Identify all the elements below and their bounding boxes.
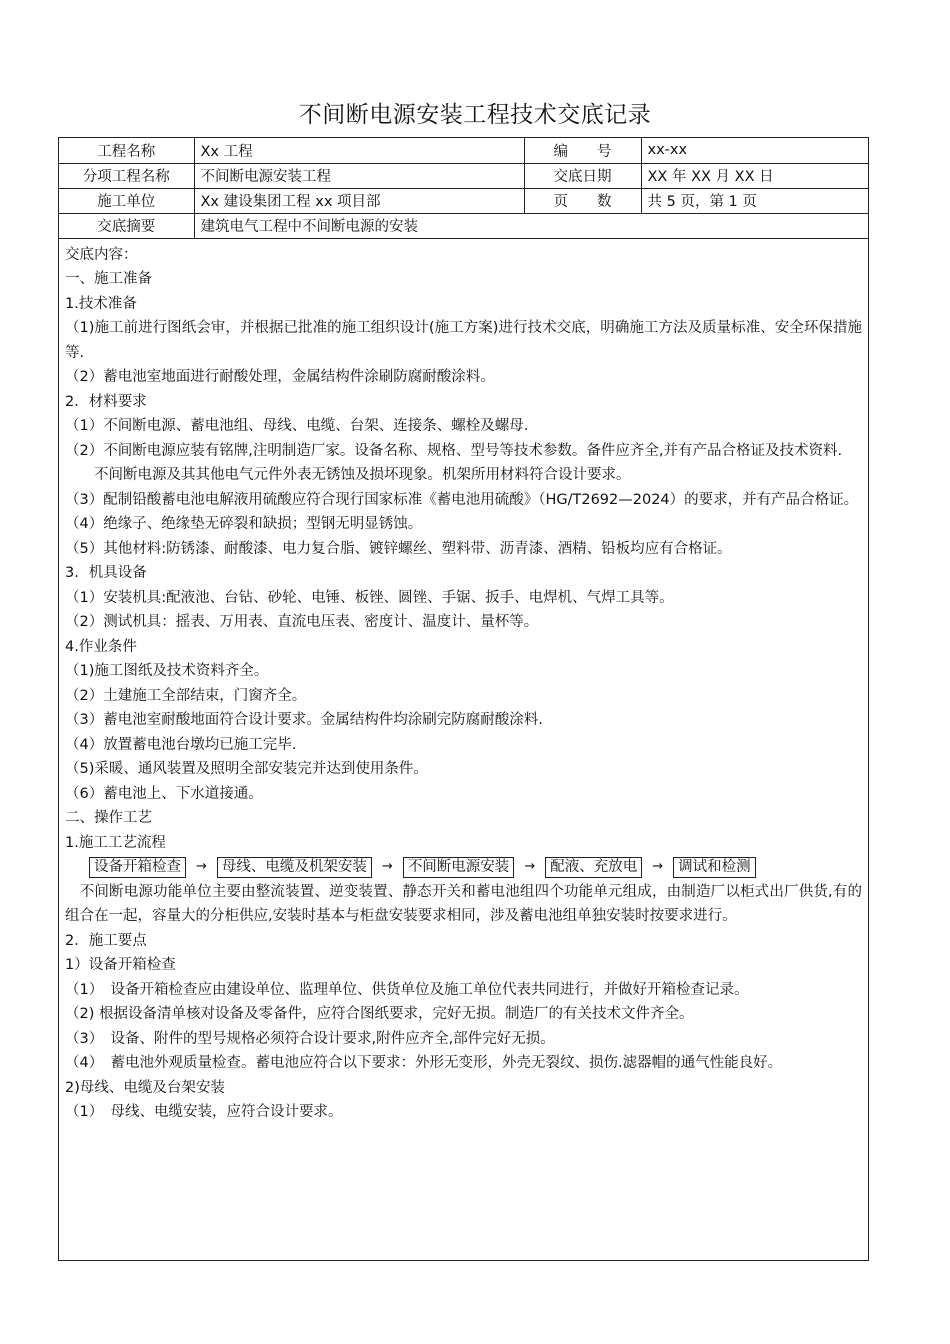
subsection-heading: 1.施工工艺流程 <box>65 834 166 851</box>
project-name-value: Xx 工程 <box>194 138 524 163</box>
content-line: （2）测试机具：摇表、万用表、直流电压表、密度计、温度计、量杯等。 <box>65 614 539 630</box>
handover-date-label: 交底日期 <box>524 163 641 188</box>
content-line: （1）安装机具:配液池、台钻、砂轮、电锤、板锉、圆锉、手锯、扳手、电焊机、气焊工具等。 <box>65 589 674 606</box>
page-count-value: 共 5 页，第 1 页 <box>641 188 868 213</box>
content-line: 不间断电源及其其他电气元件外表无锈蚀及损坏现象。机架所用材料符合设计要求。 <box>65 467 631 483</box>
content-line: （4）放置蓄电池台墩均已施工完毕. <box>65 736 297 753</box>
subsection-heading: 1）设备开箱检查 <box>65 957 176 973</box>
arrow-right-icon: → <box>381 859 393 874</box>
content-line: （1） 设备开箱检查应由建设单位、监理单位、供货单位及施工单位代表共同进行，并做好开箱检查记录。 <box>65 981 749 998</box>
handover-date-value: XX 年 XX 月 XX 日 <box>641 163 868 188</box>
content-line: （5)采暖、通风装置及照明全部安装完并达到使用条件。 <box>65 761 428 777</box>
arrow-right-icon: → <box>196 859 207 874</box>
subsection-heading: 2)母线、电缆及台架安装 <box>65 1079 225 1096</box>
header-row-project <box>59 138 868 163</box>
subsection-heading: 4.作业条件 <box>65 638 137 655</box>
flow-step: 调试和检测 <box>673 857 756 878</box>
content-line: （3）配制铅酸蓄电池电解液用硫酸应符合现行国家标准《蓄电池用硫酸》（HG/T2692—2024）的要求，并有产品合格证。 <box>65 491 859 508</box>
summary-value: 建筑电气工程中不间断电源的安装 <box>194 213 868 238</box>
record-form <box>58 137 869 1261</box>
content-line: （3）蓄电池室耐酸地面符合设计要求。金属结构件均涂刷完防腐耐酸涂料. <box>65 712 543 728</box>
arrow-right-icon: → <box>652 859 664 874</box>
section-heading: 一、施工准备 <box>65 271 152 287</box>
document-title: 不间断电源安装工程技术交底记录 <box>298 102 652 128</box>
summary-label: 交底摘要 <box>59 213 194 238</box>
page-count-label: 页 数 <box>524 188 641 213</box>
content-line: （6）蓄电池上、下水道接通。 <box>65 785 263 802</box>
subsection-heading: 2．材料要求 <box>65 393 147 410</box>
content-line: （2）蓄电池室地面进行耐酸处理，金属结构件涂刷防腐耐酸涂料。 <box>65 369 495 385</box>
serial-number-label: 编 号 <box>524 138 641 163</box>
subsection-heading: 3．机具设备 <box>65 565 147 581</box>
arrow-right-icon: → <box>524 859 536 874</box>
content-line: （3） 设备、附件的型号规格必须符合设计要求,附件应齐全,部件完好无损。 <box>65 1030 555 1047</box>
content-line: （2）土建施工全部结束，门窗齐全。 <box>65 687 307 704</box>
flow-step: 设备开箱检查 <box>89 857 186 878</box>
header-row-summary <box>59 213 868 238</box>
contractor-label: 施工单位 <box>59 188 194 213</box>
subproject-name-label: 分项工程名称 <box>59 163 194 188</box>
subsection-heading: 2．施工要点 <box>65 932 147 949</box>
content-body <box>59 239 868 1125</box>
content-line: （1)施工前进行图纸会审，并根据已批准的施工组织设计(施工方案)进行技术交底，明确施工方法及质量标准、安全环保措施等. <box>65 320 862 361</box>
flow-step: 配液、充放电 <box>545 857 642 878</box>
content-line: 交底内容： <box>65 246 138 263</box>
header-row-contractor <box>59 188 868 213</box>
content-line: （1）不间断电源、蓄电池组、母线、电缆、台架、连接条、螺栓及螺母. <box>65 418 529 434</box>
content-line: （4） 蓄电池外观质量检查。蓄电池应符合以下要求：外形无变形，外壳无裂纹、损伤.滤器帽的通气性能良好。 <box>65 1055 783 1071</box>
project-name-label: 工程名称 <box>59 138 194 163</box>
section-heading: 二、操作工艺 <box>65 810 152 826</box>
subsection-heading: 1.技术准备 <box>65 295 137 312</box>
content-line: （1)施工图纸及技术资料齐全。 <box>65 663 269 679</box>
contractor-value: Xx 建设集团工程 xx 项目部 <box>194 188 524 213</box>
content-line: （2）不间断电源应装有铭牌,注明制造厂家。设备名称、规格、型号等技术参数。备件应齐全,并有产品合格证及技术资料. <box>65 442 843 459</box>
content-line: （5）其他材料:防锈漆、耐酸漆、电力复合脂、镀锌螺丝、塑料带、沥青漆、酒精、铅板均应有合格证。 <box>65 540 732 557</box>
flow-step: 不间断电源安装 <box>403 857 515 878</box>
serial-number-value: xx-xx <box>641 138 868 163</box>
header-row-subproject <box>59 163 868 188</box>
content-line: 不间断电源功能单位主要由整流装置、逆变装置、静态开关和蓄电池组四个功能单元组成，由制造厂以柜式出厂供货,有的组合在一起，容量大的分柜供应,安装时基本与柜盘安装要求相同，涉及蓄电池组单独安装时按要求进行。 <box>65 883 862 924</box>
flow-step: 母线、电缆及机架安装 <box>217 857 372 878</box>
content-line: （1） 母线、电缆安装，应符合设计要求。 <box>65 1104 343 1120</box>
subproject-name-value: 不间断电源安装工程 <box>194 163 524 188</box>
process-flow <box>65 855 862 880</box>
header-table <box>59 138 868 239</box>
content-line: （2) 根据设备清单核对设备及零备件，应符合图纸要求，完好无损。制造厂的有关技术文件齐全。 <box>65 1006 694 1022</box>
content-line: （4）绝缘子、绝缘垫无碎裂和缺损；型钢无明显锈蚀。 <box>65 516 423 532</box>
